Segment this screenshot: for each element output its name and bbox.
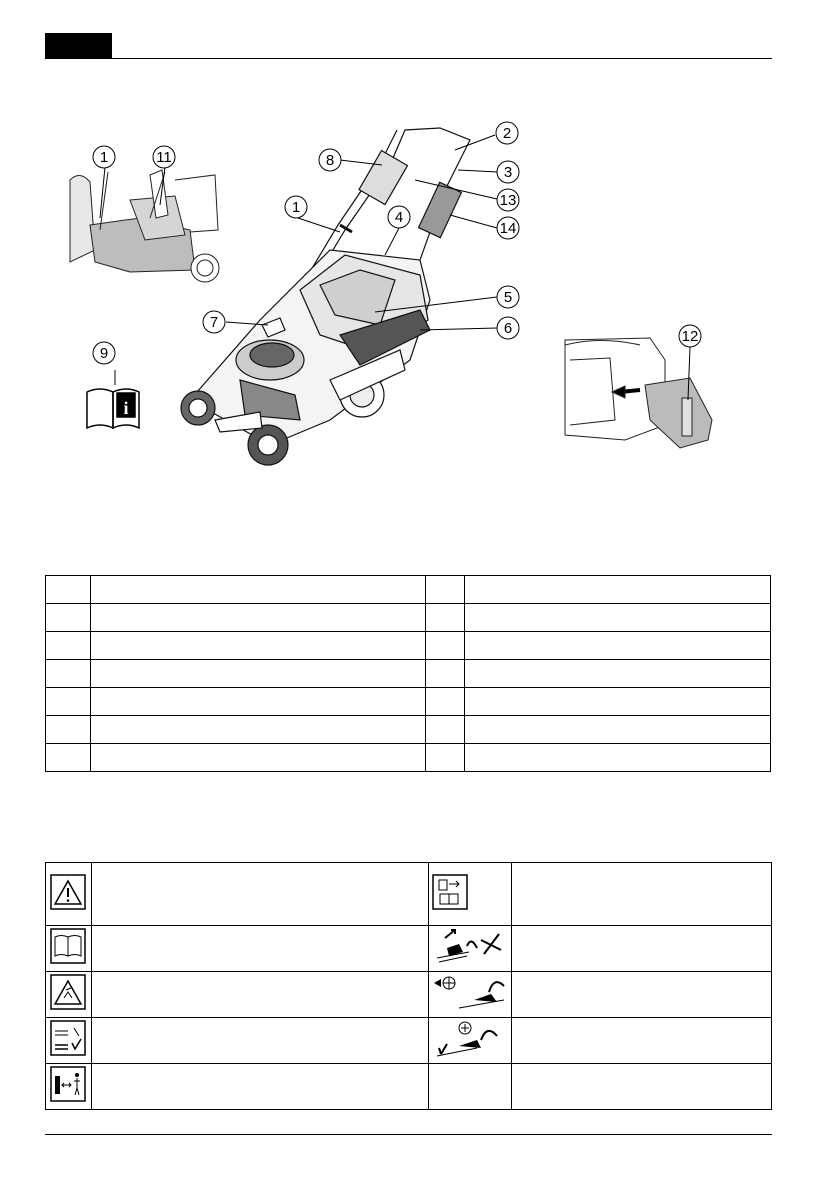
symbol-text bbox=[92, 1018, 429, 1064]
parts-row bbox=[46, 632, 771, 660]
parts-cell bbox=[465, 576, 771, 604]
parts-cell bbox=[91, 576, 426, 604]
callout-label: 5 bbox=[503, 289, 513, 306]
symbols-row bbox=[46, 926, 772, 972]
symbol-cell bbox=[46, 863, 92, 926]
read-manual-icon bbox=[46, 926, 91, 966]
parts-cell bbox=[46, 660, 91, 688]
symbol-cell bbox=[429, 863, 512, 926]
parts-cell bbox=[426, 632, 465, 660]
callout-8 bbox=[319, 149, 341, 171]
callout-label: 1 bbox=[99, 149, 109, 166]
parts-cell bbox=[426, 604, 465, 632]
warning-triangle-icon bbox=[46, 872, 91, 912]
parts-cell bbox=[46, 576, 91, 604]
parts-cell bbox=[46, 688, 91, 716]
callout-4 bbox=[388, 206, 410, 228]
symbol-text bbox=[92, 863, 429, 926]
symbol-text bbox=[512, 972, 772, 1018]
callout-7 bbox=[203, 311, 225, 333]
symbol-cell bbox=[429, 972, 512, 1018]
callout-9 bbox=[93, 342, 115, 364]
callout-5 bbox=[497, 286, 519, 308]
manual-icon bbox=[87, 389, 139, 428]
parts-row bbox=[46, 716, 771, 744]
symbol-cell bbox=[46, 926, 92, 972]
callout-12 bbox=[679, 325, 701, 347]
keep-distance-icon bbox=[46, 1064, 91, 1104]
callout-label: 14 bbox=[499, 220, 517, 237]
parts-cell bbox=[465, 688, 771, 716]
callout-3 bbox=[497, 161, 519, 183]
parts-cell bbox=[46, 716, 91, 744]
callout-label: 11 bbox=[156, 149, 172, 166]
parts-cell bbox=[46, 604, 91, 632]
footer-rule bbox=[45, 1134, 772, 1135]
callout-label: 7 bbox=[209, 314, 219, 331]
symbols-row bbox=[46, 1064, 772, 1110]
parts-row bbox=[46, 688, 771, 716]
symbol-text bbox=[92, 926, 429, 972]
parts-row bbox=[46, 744, 771, 772]
parts-row bbox=[46, 576, 771, 604]
symbol-cell bbox=[46, 1018, 92, 1064]
parts-cell bbox=[465, 744, 771, 772]
parts-cell bbox=[46, 744, 91, 772]
symbol-cell bbox=[46, 1064, 92, 1110]
symbol-cell bbox=[429, 926, 512, 972]
symbol-text bbox=[512, 1018, 772, 1064]
callout-label: 6 bbox=[503, 320, 513, 337]
callout-2 bbox=[496, 122, 518, 144]
parts-cell bbox=[426, 716, 465, 744]
parts-cell bbox=[426, 744, 465, 772]
symbols-table bbox=[45, 862, 772, 1110]
symbol-text bbox=[92, 972, 429, 1018]
parts-cell bbox=[46, 632, 91, 660]
callout-1 bbox=[285, 196, 307, 218]
parts-cell bbox=[426, 660, 465, 688]
symbol-text bbox=[512, 863, 772, 926]
grass-catcher-inset bbox=[68, 170, 220, 285]
symbol-text bbox=[512, 926, 772, 972]
symbol-text bbox=[512, 1064, 772, 1110]
callout-label: 12 bbox=[681, 328, 699, 345]
parts-cell bbox=[465, 716, 771, 744]
symbols-row bbox=[46, 1018, 772, 1064]
callout-6 bbox=[497, 317, 519, 339]
symbol-cell bbox=[46, 972, 92, 1018]
parts-cell bbox=[465, 660, 771, 688]
callout-11 bbox=[153, 146, 175, 168]
callout-label: 4 bbox=[394, 209, 404, 226]
parts-cell bbox=[91, 632, 426, 660]
parts-cell bbox=[465, 632, 771, 660]
parts-cell bbox=[426, 576, 465, 604]
parts-cell bbox=[91, 660, 426, 688]
remove-key-manual-icon bbox=[429, 872, 511, 912]
symbol-cell bbox=[429, 1018, 512, 1064]
callout-13 bbox=[497, 189, 519, 211]
parts-cell bbox=[91, 716, 426, 744]
disconnect-before-maintenance-icon bbox=[46, 1018, 91, 1058]
svg-text:i: i bbox=[123, 398, 129, 418]
callout-label: 2 bbox=[502, 125, 512, 142]
callout-label: 9 bbox=[99, 345, 109, 362]
parts-row bbox=[46, 604, 771, 632]
parts-cell bbox=[91, 688, 426, 716]
callout-label: 3 bbox=[503, 164, 513, 181]
callout-14 bbox=[497, 217, 519, 239]
callout-label: 8 bbox=[325, 152, 335, 169]
symbols-row bbox=[46, 972, 772, 1018]
callout-1-left bbox=[93, 146, 115, 168]
parts-row bbox=[46, 660, 771, 688]
flying-objects-icon bbox=[46, 972, 91, 1012]
symbols-row bbox=[46, 863, 772, 926]
parts-cell bbox=[465, 604, 771, 632]
rotating-blade-foot-icon bbox=[429, 1018, 511, 1058]
lawnmower-illustration bbox=[181, 128, 470, 465]
symbol-cell bbox=[429, 1064, 512, 1110]
parts-cell bbox=[91, 604, 426, 632]
parts-table bbox=[45, 575, 771, 772]
parts-cell bbox=[426, 688, 465, 716]
callout-label: 1 bbox=[291, 199, 301, 216]
hands-feet-blade-hazard-icon bbox=[429, 926, 511, 966]
rotating-blade-hand-icon bbox=[429, 972, 511, 1012]
callout-label: 13 bbox=[499, 192, 517, 209]
parts-cell bbox=[91, 744, 426, 772]
symbol-text bbox=[92, 1064, 429, 1110]
